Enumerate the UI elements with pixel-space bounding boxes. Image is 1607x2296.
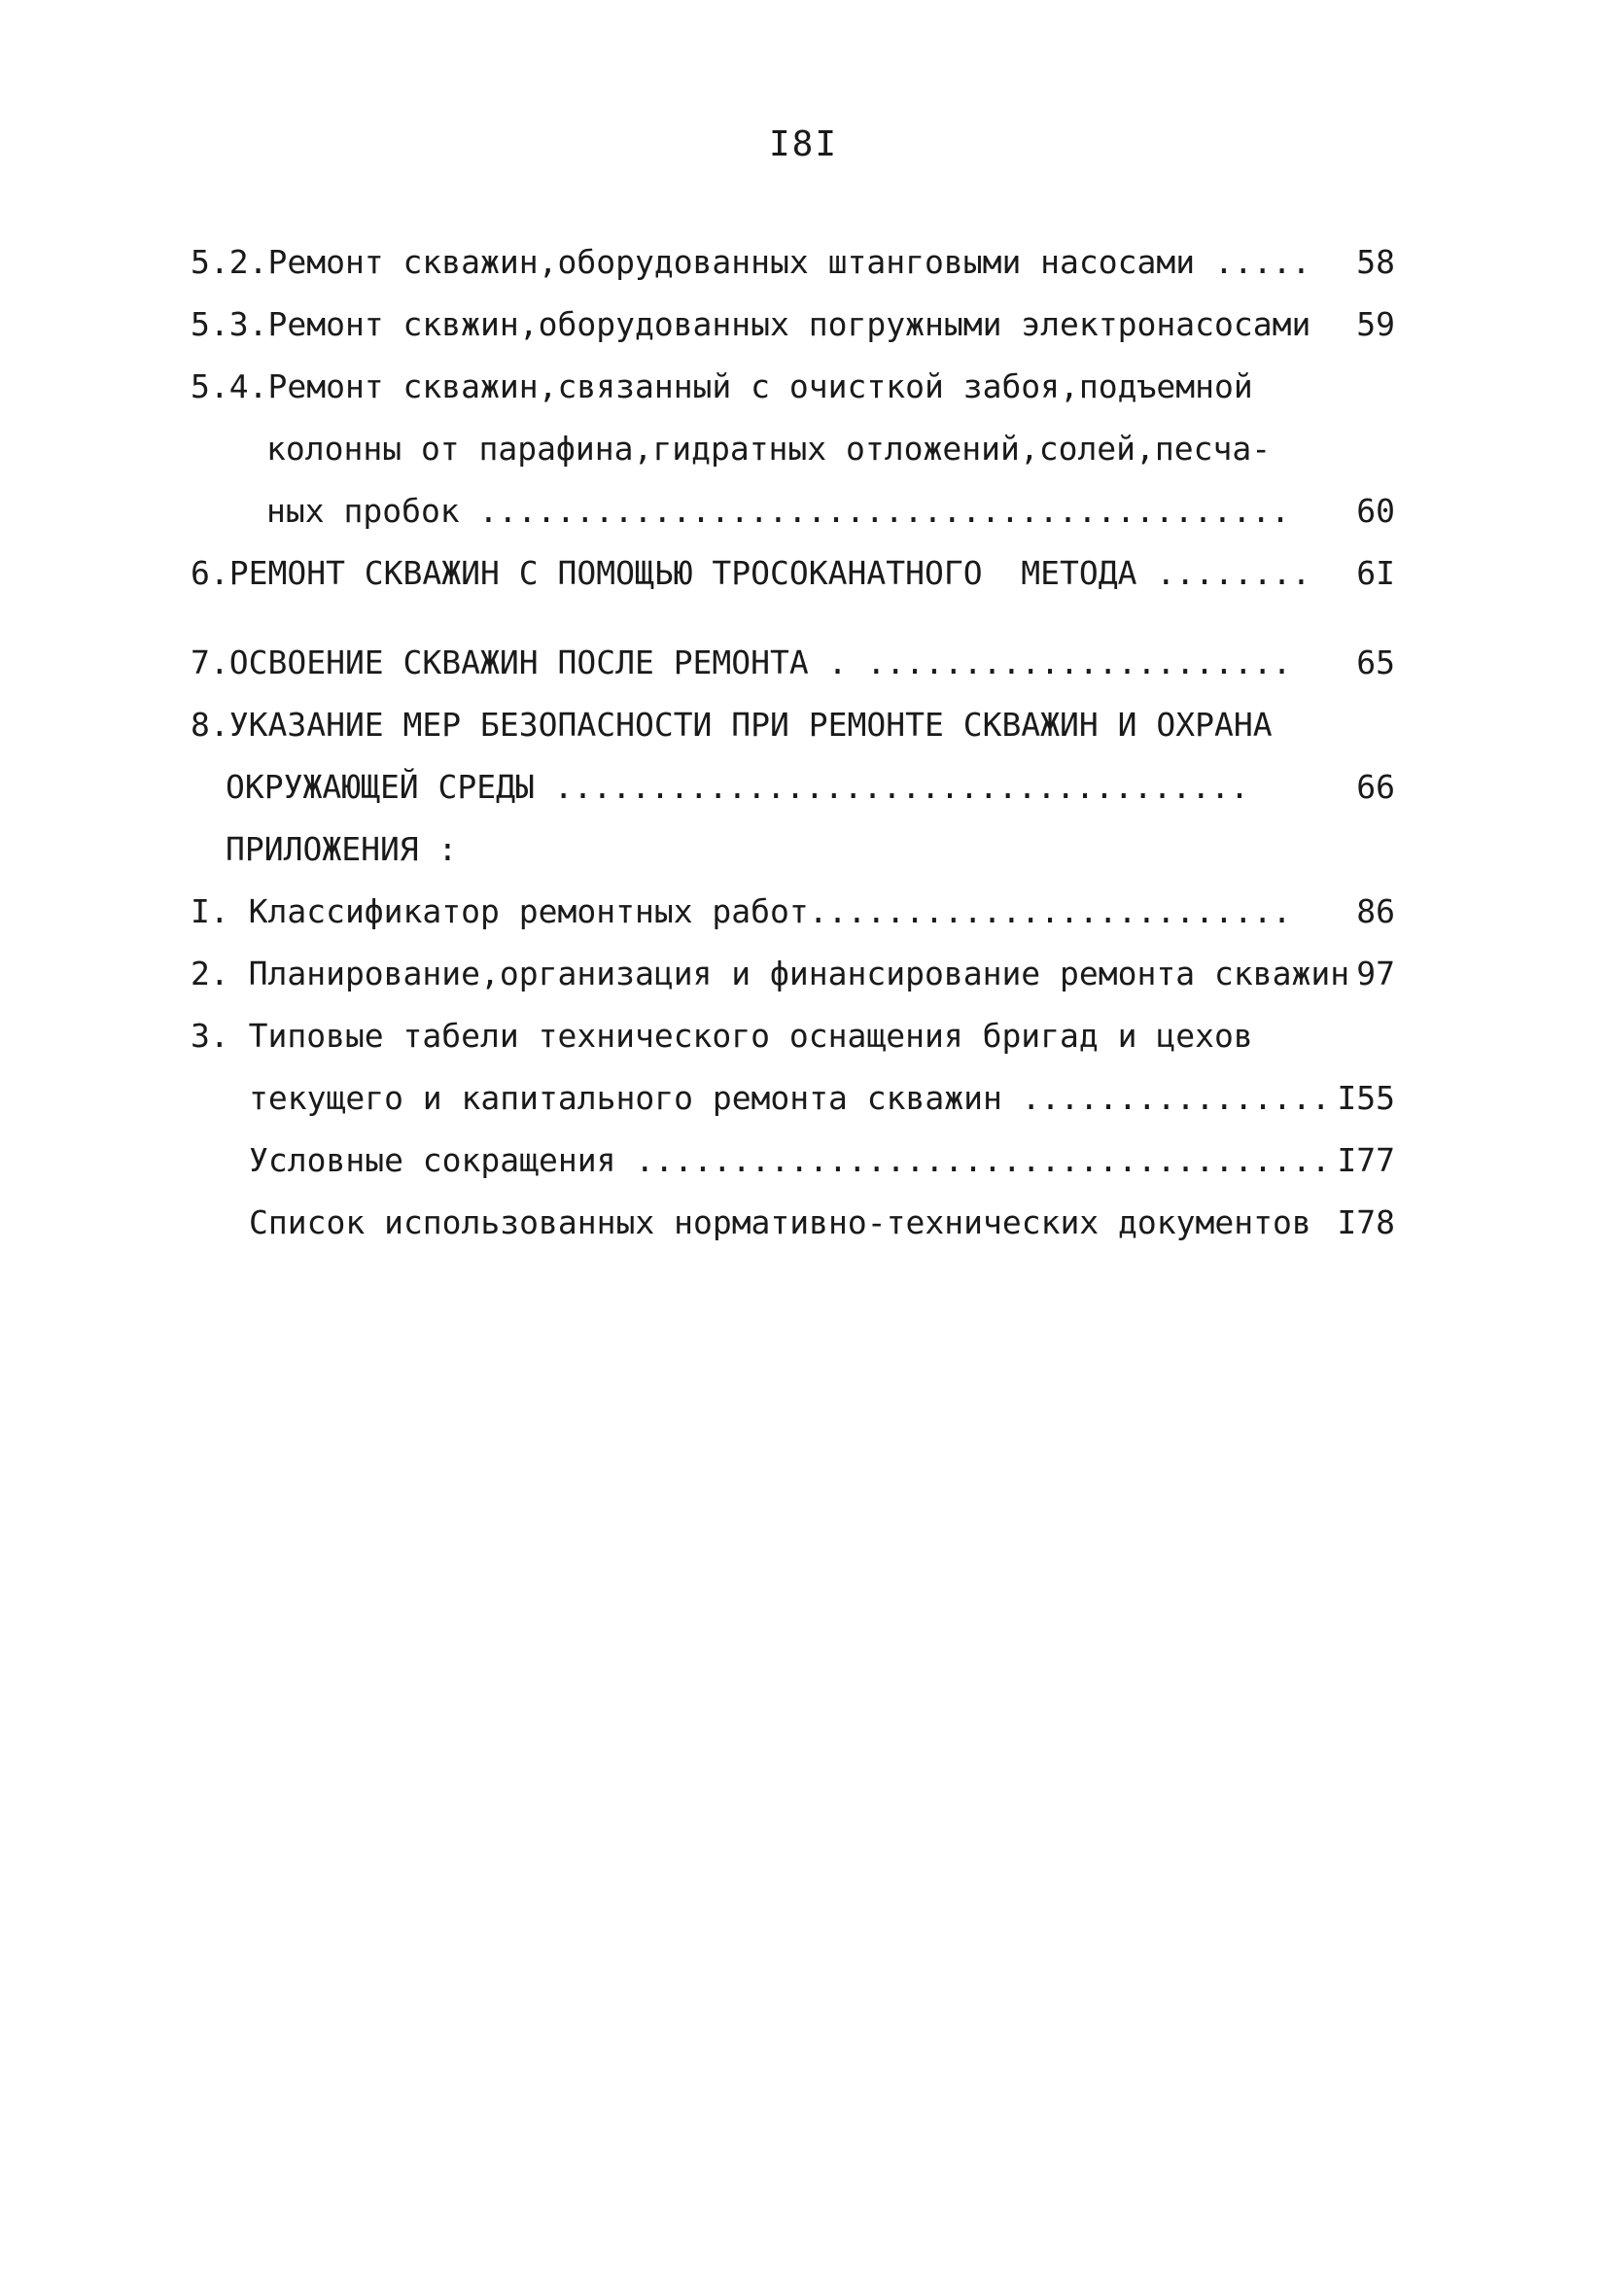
toc-entry-page: I78: [1337, 1203, 1395, 1241]
toc-entry-text: 3. Типовые табели технического оснащения бригад и цехов: [191, 1017, 1253, 1055]
toc-entry-text: 7.ОСВОЕНИЕ СКВАЖИН ПОСЛЕ РЕМОНТА . ......................: [191, 644, 1292, 681]
toc-entry-page: I55: [1337, 1079, 1395, 1117]
toc-entry-text-continued: колонны от парафина,гидратных отложений,солей,песча-: [266, 430, 1272, 468]
toc-entry-text: 5.3.Ремонт сквжин,оборудованных погружными электронасосами: [191, 305, 1311, 343]
toc-entry-text: Условные сокращения ....................................: [249, 1141, 1331, 1179]
toc-entry-page: 66: [1356, 768, 1395, 806]
toc-entry-page: 97: [1356, 955, 1395, 992]
toc-entry-page: 60: [1356, 492, 1395, 530]
toc-entry-text: 8.УКАЗАНИЕ МЕР БЕЗОПАСНОСТИ ПРИ РЕМОНТЕ СКВАЖИН И ОХРАНА: [191, 706, 1273, 744]
toc-entry-page: 58: [1356, 243, 1395, 281]
toc-entry-text: 5.4.Ремонт скважин,связанный с очисткой забоя,подъемной: [191, 367, 1253, 405]
toc-entry-text: 2. Планирование,организация и финансирование ремонта скважин: [191, 955, 1350, 992]
toc-entry-page: 86: [1356, 892, 1395, 930]
page-number: I8I: [768, 124, 839, 164]
toc-entry-text: ПРИЛОЖЕНИЯ :: [226, 830, 458, 868]
toc-entry-page: I77: [1337, 1141, 1395, 1179]
toc-entry-text-continued: ных пробок ..........................................: [266, 492, 1290, 530]
toc-entry-page: 65: [1356, 644, 1395, 681]
toc-entry-page: 6I: [1356, 554, 1395, 592]
toc-entry-text: Список использованных нормативно-технических документов: [249, 1203, 1311, 1241]
toc-entry-text: 5.2.Ремонт скважин,оборудованных штанговыми насосами .....: [191, 243, 1311, 281]
toc-entry-text: 6.РЕМОНТ СКВАЖИН С ПОМОЩЬЮ ТРОСОКАНАТНОГО МЕТОДА ........: [191, 554, 1311, 592]
toc-entry-text-continued: текущего и капитального ремонта скважин ................: [249, 1079, 1331, 1117]
toc-entry-text: I. Классификатор ремонтных работ.........................: [191, 892, 1292, 930]
toc-entry-text-continued: ОКРУЖАЮЩЕЙ СРЕДЫ ....................................: [226, 768, 1249, 806]
toc-entry-page: 59: [1356, 305, 1395, 343]
